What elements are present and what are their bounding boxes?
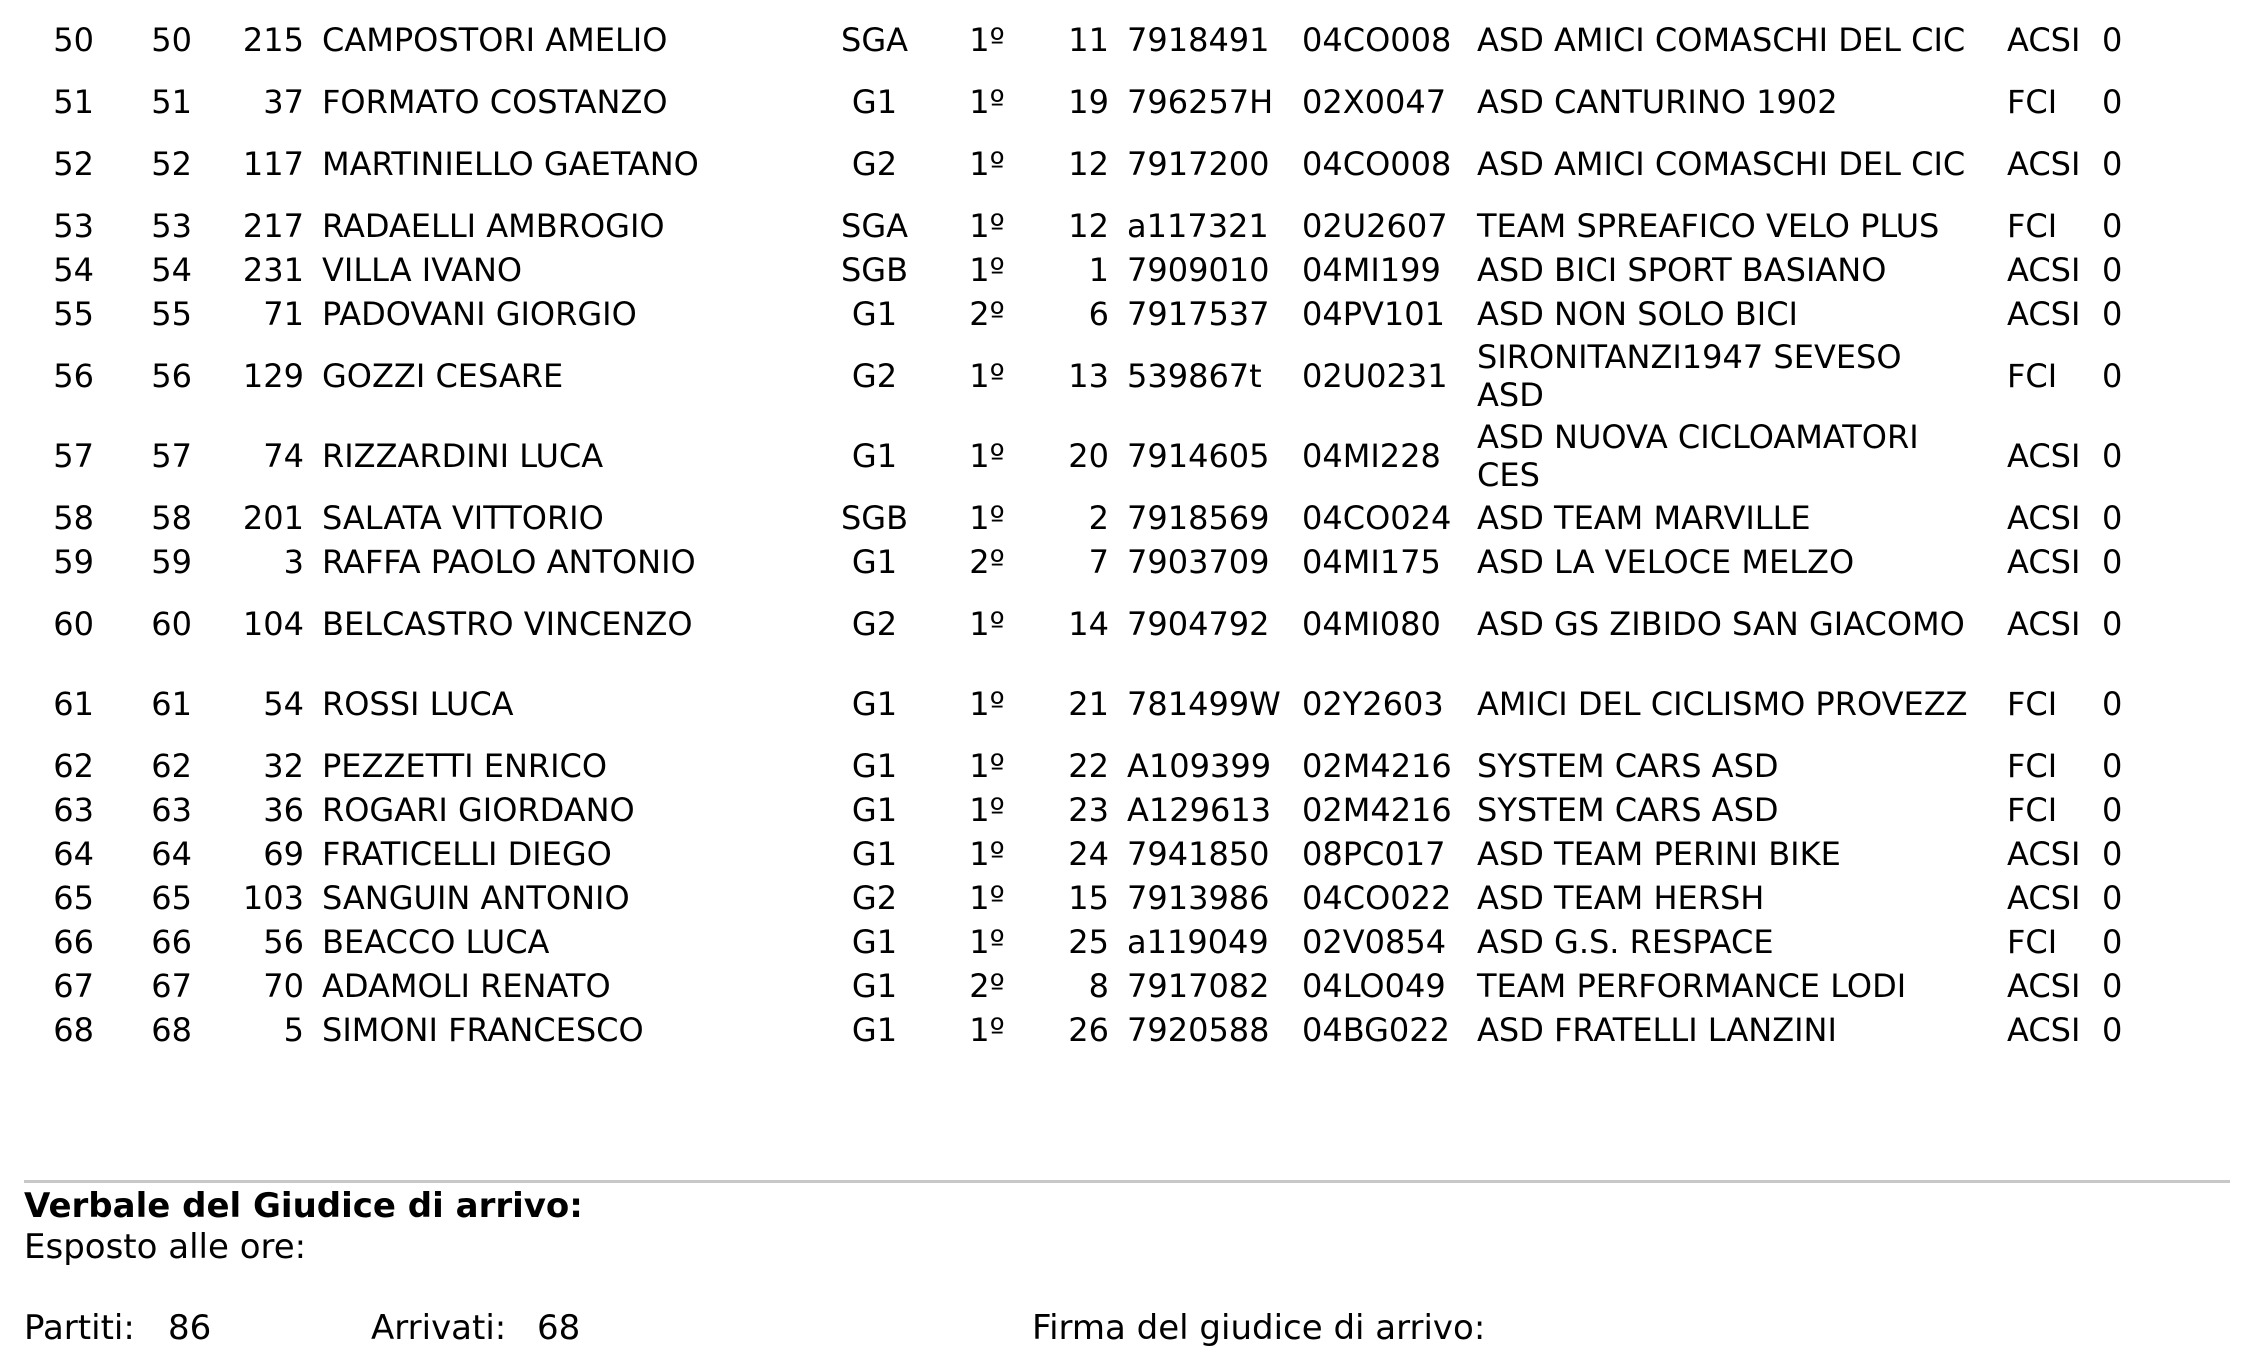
rider-name-cell: MARTINIELLO GAETANO [322, 145, 699, 183]
position-cell: 56 [53, 357, 94, 395]
level-cell: 1º [969, 251, 1005, 289]
category-cell: G1 [851, 295, 898, 333]
category-cell: SGA [841, 21, 908, 59]
club-code-cell: 04CO022 [1302, 879, 1452, 917]
overall-position-cell: 58 [151, 499, 192, 537]
started-label: Partiti: [24, 1308, 135, 1348]
bib-number-cell: 129 [242, 357, 304, 395]
rider-name-cell: SALATA VITTORIO [322, 499, 604, 537]
category-position-cell: 7 [1088, 543, 1109, 581]
points-cell: 0 [2102, 923, 2123, 961]
table-row [24, 584, 2162, 664]
rider-name-cell: FORMATO COSTANZO [322, 83, 668, 121]
license-card-cell: 539867t [1127, 357, 1262, 395]
category-position-cell: 21 [1068, 685, 1109, 723]
level-cell: 1º [969, 791, 1005, 829]
overall-position-cell: 65 [151, 879, 192, 917]
entity-cell: ACSI [2007, 967, 2081, 1005]
club-name-cell: ASD TEAM HERSH [1477, 879, 1765, 917]
table-row [24, 292, 2162, 336]
bib-number-cell: 74 [263, 437, 304, 475]
level-cell: 1º [969, 1011, 1005, 1049]
license-card-cell: A109399 [1127, 747, 1272, 785]
category-cell: G1 [851, 1011, 898, 1049]
judge-signature-label: Firma del giudice di arrivo: [1032, 1308, 1486, 1348]
club-code-cell: 04MI228 [1302, 437, 1441, 475]
rider-name-cell: SANGUIN ANTONIO [322, 879, 630, 917]
table-row [24, 832, 2162, 876]
entity-cell: FCI [2007, 685, 2058, 723]
club-code-cell: 08PC017 [1302, 835, 1446, 873]
entity-cell: ACSI [2007, 437, 2081, 475]
overall-position-cell: 61 [151, 685, 192, 723]
rider-name-cell: ROSSI LUCA [322, 685, 514, 723]
club-name-cell: SYSTEM CARS ASD [1477, 791, 1779, 829]
level-cell: 1º [969, 923, 1005, 961]
bib-number-cell: 32 [263, 747, 304, 785]
category-position-cell: 1 [1088, 251, 1109, 289]
club-name-cell: ASD AMICI COMASCHI DEL CIC [1477, 145, 1966, 183]
club-name-cell: TEAM PERFORMANCE LODI [1477, 967, 1907, 1005]
bib-number-cell: 217 [242, 207, 304, 245]
table-row [24, 496, 2162, 540]
category-position-cell: 22 [1068, 747, 1109, 785]
entity-cell: FCI [2007, 791, 2058, 829]
entity-cell: FCI [2007, 357, 2058, 395]
entity-cell: FCI [2007, 747, 2058, 785]
category-cell: G1 [851, 791, 898, 829]
points-cell: 0 [2102, 357, 2123, 395]
judge-report-title: Verbale del Giudice di arrivo: [24, 1186, 583, 1226]
license-card-cell: A129613 [1127, 791, 1272, 829]
rider-name-cell: BELCASTRO VINCENZO [322, 605, 693, 643]
position-cell: 67 [53, 967, 94, 1005]
club-name-cell: AMICI DEL CICLISMO PROVEZZ [1477, 685, 1968, 723]
level-cell: 2º [969, 295, 1005, 333]
category-position-cell: 6 [1088, 295, 1109, 333]
position-cell: 64 [53, 835, 94, 873]
entity-cell: ACSI [2007, 543, 2081, 581]
level-cell: 1º [969, 879, 1005, 917]
rider-name-cell: RADAELLI AMBROGIO [322, 207, 665, 245]
club-name-cell: ASD TEAM MARVILLE [1477, 499, 1811, 537]
club-code-cell: 02X0047 [1302, 83, 1447, 121]
club-code-cell: 04CO024 [1302, 499, 1452, 537]
table-row [24, 204, 2162, 248]
bib-number-cell: 117 [242, 145, 304, 183]
bib-number-cell: 3 [283, 543, 304, 581]
level-cell: 1º [969, 437, 1005, 475]
club-code-cell: 02U0231 [1302, 357, 1448, 395]
position-cell: 63 [53, 791, 94, 829]
rider-name-cell: VILLA IVANO [322, 251, 523, 289]
level-cell: 1º [969, 145, 1005, 183]
license-card-cell: 7917200 [1127, 145, 1270, 183]
table-row [24, 124, 2162, 204]
points-cell: 0 [2102, 747, 2123, 785]
table-row [24, 664, 2162, 744]
position-cell: 51 [53, 83, 94, 121]
entity-cell: ACSI [2007, 879, 2081, 917]
category-position-cell: 25 [1068, 923, 1109, 961]
level-cell: 1º [969, 685, 1005, 723]
overall-position-cell: 68 [151, 1011, 192, 1049]
license-card-cell: 7914605 [1127, 437, 1270, 475]
level-cell: 1º [969, 207, 1005, 245]
bib-number-cell: 36 [263, 791, 304, 829]
overall-position-cell: 54 [151, 251, 192, 289]
category-position-cell: 26 [1068, 1011, 1109, 1049]
club-code-cell: 02M4216 [1302, 791, 1452, 829]
license-card-cell: a119049 [1127, 923, 1269, 961]
rider-name-cell: ROGARI GIORDANO [322, 791, 635, 829]
license-card-cell: 781499W [1127, 685, 1281, 723]
license-card-cell: 7918569 [1127, 499, 1270, 537]
club-code-cell: 02V0854 [1302, 923, 1447, 961]
category-cell: G2 [851, 605, 898, 643]
rider-name-cell: RIZZARDINI LUCA [322, 437, 604, 475]
license-card-cell: 7917082 [1127, 967, 1270, 1005]
position-cell: 61 [53, 685, 94, 723]
table-row [24, 744, 2162, 788]
category-position-cell: 14 [1068, 605, 1109, 643]
points-cell: 0 [2102, 437, 2123, 475]
club-code-cell: 04MI175 [1302, 543, 1441, 581]
position-cell: 52 [53, 145, 94, 183]
points-cell: 0 [2102, 295, 2123, 333]
club-name-cell: ASD CANTURINO 1902 [1477, 83, 1838, 121]
club-name-cell: ASD AMICI COMASCHI DEL CIC [1477, 21, 1966, 59]
rider-name-cell: GOZZI CESARE [322, 357, 564, 395]
level-cell: 1º [969, 21, 1005, 59]
position-cell: 59 [53, 543, 94, 581]
club-name-cell: ASD G.S. RESPACE [1477, 923, 1774, 961]
rider-name-cell: BEACCO LUCA [322, 923, 550, 961]
category-position-cell: 2 [1088, 499, 1109, 537]
category-cell: G1 [851, 83, 898, 121]
entity-cell: ACSI [2007, 295, 2081, 333]
club-name-cell: ASD FRATELLI LANZINI [1477, 1011, 1837, 1049]
club-name-cell: TEAM SPREAFICO VELO PLUS [1477, 207, 1940, 245]
table-row [24, 964, 2162, 1008]
table-row [24, 248, 2162, 292]
category-position-cell: 19 [1068, 83, 1109, 121]
position-cell: 58 [53, 499, 94, 537]
bib-number-cell: 104 [242, 605, 304, 643]
license-card-cell: a117321 [1127, 207, 1269, 245]
table-row [24, 876, 2162, 920]
club-code-cell: 02Y2603 [1302, 685, 1444, 723]
category-cell: G1 [851, 747, 898, 785]
club-code-cell: 02U2607 [1302, 207, 1448, 245]
results-table [24, 0, 2162, 1052]
entity-cell: FCI [2007, 207, 2058, 245]
exposed-time-label: Esposto alle ore: [24, 1227, 307, 1267]
position-cell: 50 [53, 21, 94, 59]
club-name-cell: ASD NUOVA CICLOAMATORI CES [1477, 418, 1919, 494]
club-code-cell: 04CO008 [1302, 145, 1452, 183]
category-cell: G1 [851, 685, 898, 723]
points-cell: 0 [2102, 207, 2123, 245]
rider-name-cell: PEZZETTI ENRICO [322, 747, 608, 785]
club-name-cell: ASD TEAM PERINI BIKE [1477, 835, 1841, 873]
rider-name-cell: RAFFA PAOLO ANTONIO [322, 543, 696, 581]
category-cell: G1 [851, 437, 898, 475]
category-cell: G2 [851, 145, 898, 183]
overall-position-cell: 59 [151, 543, 192, 581]
club-code-cell: 02M4216 [1302, 747, 1452, 785]
overall-position-cell: 56 [151, 357, 192, 395]
category-position-cell: 20 [1068, 437, 1109, 475]
position-cell: 68 [53, 1011, 94, 1049]
category-cell: SGB [840, 251, 909, 289]
entity-cell: ACSI [2007, 835, 2081, 873]
category-cell: SGB [840, 499, 909, 537]
category-cell: G1 [851, 923, 898, 961]
category-position-cell: 12 [1068, 207, 1109, 245]
club-name-cell: ASD BICI SPORT BASIANO [1477, 251, 1887, 289]
rider-name-cell: FRATICELLI DIEGO [322, 835, 612, 873]
club-code-cell: 04PV101 [1302, 295, 1445, 333]
position-cell: 54 [53, 251, 94, 289]
entity-cell: ACSI [2007, 1011, 2081, 1049]
bib-number-cell: 201 [242, 499, 304, 537]
overall-position-cell: 55 [151, 295, 192, 333]
club-name-cell: SYSTEM CARS ASD [1477, 747, 1779, 785]
category-cell: SGA [841, 207, 908, 245]
category-position-cell: 8 [1088, 967, 1109, 1005]
rider-name-cell: ADAMOLI RENATO [322, 967, 611, 1005]
overall-position-cell: 62 [151, 747, 192, 785]
overall-position-cell: 52 [151, 145, 192, 183]
bib-number-cell: 215 [242, 21, 304, 59]
bib-number-cell: 71 [263, 295, 304, 333]
overall-position-cell: 50 [151, 21, 192, 59]
overall-position-cell: 67 [151, 967, 192, 1005]
license-card-cell: 7903709 [1127, 543, 1270, 581]
entity-cell: ACSI [2007, 499, 2081, 537]
bib-number-cell: 5 [283, 1011, 304, 1049]
table-row [24, 336, 2162, 416]
points-cell: 0 [2102, 791, 2123, 829]
position-cell: 57 [53, 437, 94, 475]
bib-number-cell: 54 [263, 685, 304, 723]
level-cell: 1º [969, 835, 1005, 873]
entity-cell: ACSI [2007, 145, 2081, 183]
license-card-cell: 7904792 [1127, 605, 1270, 643]
club-code-cell: 04MI080 [1302, 605, 1441, 643]
position-cell: 66 [53, 923, 94, 961]
overall-position-cell: 66 [151, 923, 192, 961]
points-cell: 0 [2102, 685, 2123, 723]
bib-number-cell: 70 [263, 967, 304, 1005]
level-cell: 1º [969, 747, 1005, 785]
points-cell: 0 [2102, 83, 2123, 121]
bib-number-cell: 69 [263, 835, 304, 873]
bib-number-cell: 231 [242, 251, 304, 289]
entity-cell: ACSI [2007, 251, 2081, 289]
overall-position-cell: 57 [151, 437, 192, 475]
table-row [24, 540, 2162, 584]
table-row [24, 416, 2162, 496]
points-cell: 0 [2102, 967, 2123, 1005]
level-cell: 2º [969, 967, 1005, 1005]
category-cell: G2 [851, 357, 898, 395]
club-code-cell: 04BG022 [1302, 1011, 1450, 1049]
points-cell: 0 [2102, 251, 2123, 289]
points-cell: 0 [2102, 1011, 2123, 1049]
category-position-cell: 15 [1068, 879, 1109, 917]
level-cell: 1º [969, 605, 1005, 643]
table-row [24, 1008, 2162, 1052]
club-name-cell: ASD GS ZIBIDO SAN GIACOMO [1477, 605, 1965, 643]
license-card-cell: 7941850 [1127, 835, 1270, 873]
club-name-cell: ASD NON SOLO BICI [1477, 295, 1798, 333]
club-code-cell: 04MI199 [1302, 251, 1441, 289]
club-name-cell: ASD LA VELOCE MELZO [1477, 543, 1855, 581]
points-cell: 0 [2102, 499, 2123, 537]
rider-name-cell: SIMONI FRANCESCO [322, 1011, 644, 1049]
results-table-body [24, 0, 2162, 1052]
category-position-cell: 24 [1068, 835, 1109, 873]
level-cell: 1º [969, 83, 1005, 121]
category-position-cell: 12 [1068, 145, 1109, 183]
bib-number-cell: 103 [242, 879, 304, 917]
license-card-cell: 7913986 [1127, 879, 1270, 917]
category-position-cell: 13 [1068, 357, 1109, 395]
overall-position-cell: 60 [151, 605, 192, 643]
license-card-cell: 7909010 [1127, 251, 1270, 289]
table-row [24, 920, 2162, 964]
position-cell: 53 [53, 207, 94, 245]
overall-position-cell: 64 [151, 835, 192, 873]
started-count: 86 [168, 1308, 212, 1348]
category-position-cell: 11 [1068, 21, 1109, 59]
category-cell: G1 [851, 835, 898, 873]
points-cell: 0 [2102, 835, 2123, 873]
overall-position-cell: 63 [151, 791, 192, 829]
license-card-cell: 7920588 [1127, 1011, 1270, 1049]
arrived-count: 68 [537, 1308, 581, 1348]
level-cell: 1º [969, 499, 1005, 537]
points-cell: 0 [2102, 605, 2123, 643]
overall-position-cell: 51 [151, 83, 192, 121]
entity-cell: FCI [2007, 923, 2058, 961]
entity-cell: ACSI [2007, 21, 2081, 59]
category-cell: G1 [851, 967, 898, 1005]
category-cell: G1 [851, 543, 898, 581]
footer-divider [24, 1180, 2230, 1183]
table-row [24, 80, 2162, 124]
license-card-cell: 7918491 [1127, 21, 1270, 59]
bib-number-cell: 37 [263, 83, 304, 121]
rider-name-cell: PADOVANI GIORGIO [322, 295, 637, 333]
position-cell: 62 [53, 747, 94, 785]
table-row [24, 0, 2162, 80]
table-row [24, 788, 2162, 832]
license-card-cell: 796257H [1127, 83, 1274, 121]
overall-position-cell: 53 [151, 207, 192, 245]
points-cell: 0 [2102, 879, 2123, 917]
category-cell: G2 [851, 879, 898, 917]
arrived-label: Arrivati: [371, 1308, 507, 1348]
position-cell: 55 [53, 295, 94, 333]
position-cell: 60 [53, 605, 94, 643]
category-position-cell: 23 [1068, 791, 1109, 829]
level-cell: 2º [969, 543, 1005, 581]
entity-cell: ACSI [2007, 605, 2081, 643]
license-card-cell: 7917537 [1127, 295, 1270, 333]
bib-number-cell: 56 [263, 923, 304, 961]
level-cell: 1º [969, 357, 1005, 395]
club-code-cell: 04CO008 [1302, 21, 1452, 59]
club-code-cell: 04LO049 [1302, 967, 1446, 1005]
rider-name-cell: CAMPOSTORI AMELIO [322, 21, 668, 59]
position-cell: 65 [53, 879, 94, 917]
points-cell: 0 [2102, 543, 2123, 581]
points-cell: 0 [2102, 21, 2123, 59]
club-name-cell: SIRONITANZI1947 SEVESO ASD [1477, 338, 1902, 414]
points-cell: 0 [2102, 145, 2123, 183]
entity-cell: FCI [2007, 83, 2058, 121]
